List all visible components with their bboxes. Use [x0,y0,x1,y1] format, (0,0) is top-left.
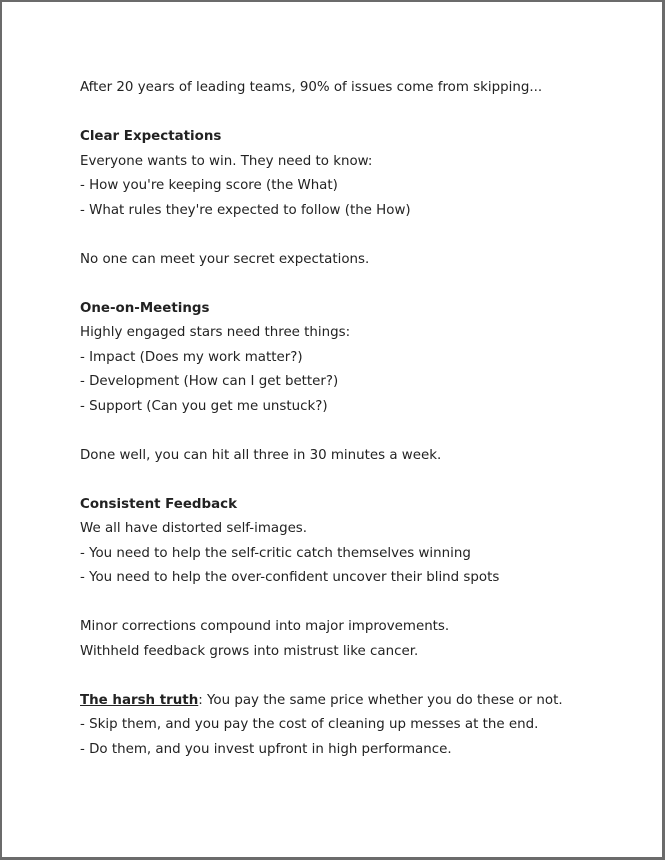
spacer [80,468,640,493]
spacer [80,272,640,297]
harsh-truth-label: The harsh truth [80,692,199,708]
bullet-item: - Development (How can I get better?) [80,374,339,389]
section-closing: Minor corrections compound into major improvements. [80,619,450,634]
bullet-item: - Support (Can you get me unstuck?) [80,398,328,414]
section-lead: Highly engaged stars need three things: [80,325,351,340]
section-heading-one-on-meetings: One-on-Meetings [80,300,210,316]
section-closing: No one can meet your secret expectations. [80,251,370,267]
section-lead: We all have distorted self-images. [80,521,308,536]
intro-text: After 20 years of leading teams, 90% of issues come from skipping... [80,80,543,95]
section-heading-clear-expectations: Clear Expectations [80,129,222,144]
document-body [80,76,640,762]
bullet-item: - Skip them, and you pay the cost of cleaning up messes at the end. [80,717,539,732]
spacer [80,591,640,616]
section-lead: Everyone wants to win. They need to know: [80,153,373,169]
bullet-item: - Do them, and you invest upfront in high performance. [80,741,452,757]
bullet-item: - You need to help the over-confident uncover their blind spots [80,570,500,585]
section-closing: Done well, you can hit all three in 30 minutes a week. [80,447,442,463]
bullet-item: - You need to help the self-critic catch themselves winning [80,545,471,561]
section-heading-consistent-feedback: Consistent Feedback [80,496,237,512]
spacer [80,664,640,689]
bullet-item: - What rules they're expected to follow (the How) [80,202,411,218]
spacer [80,223,640,248]
bullet-item: - How you're keeping score (the What) [80,178,338,193]
harsh-truth-text: : You pay the same price whether you do these or not. [198,692,563,708]
spacer [80,101,640,126]
section-closing: Withheld feedback grows into mistrust like cancer. [80,643,419,659]
spacer [80,419,640,444]
harsh-truth-line [80,689,640,714]
bullet-item: - Impact (Does my work matter?) [80,349,303,365]
